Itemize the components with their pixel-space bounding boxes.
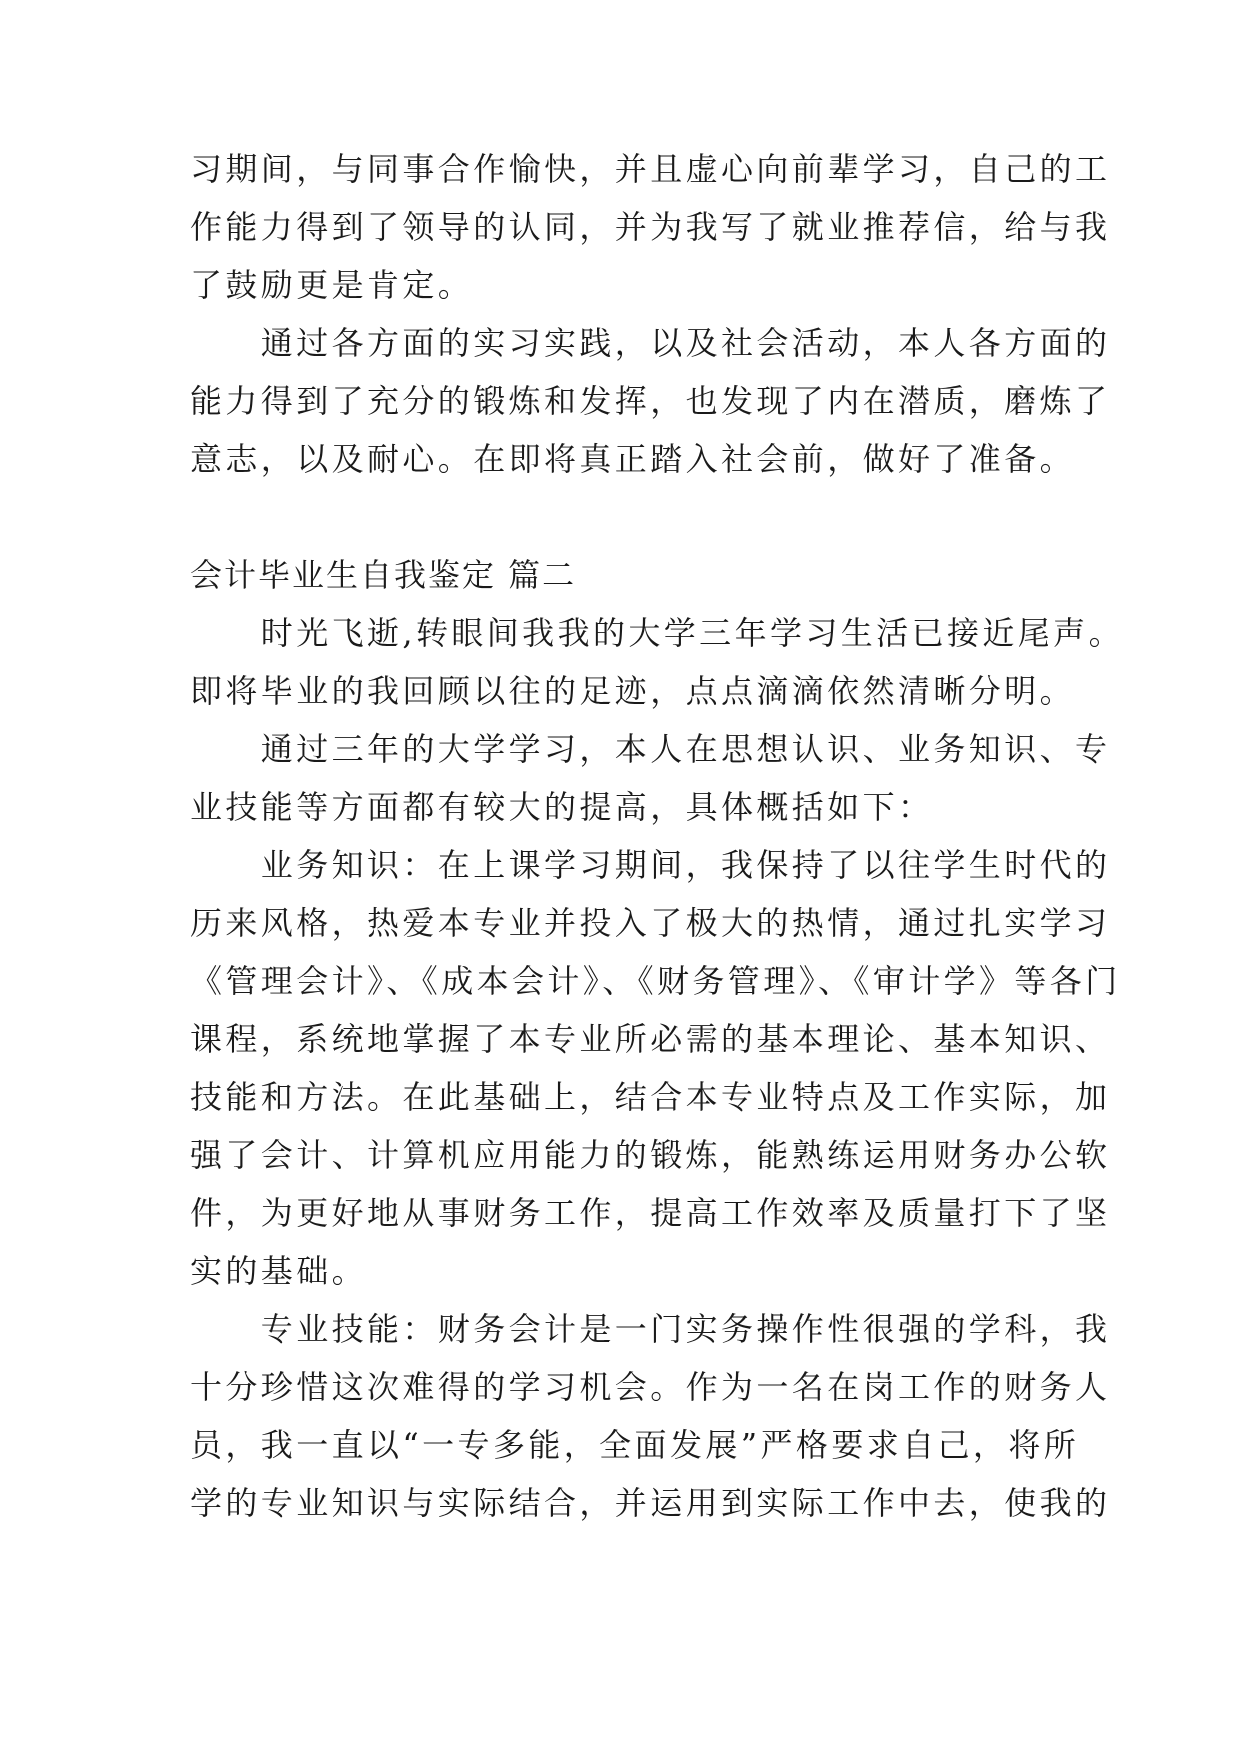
- text-line: 件，为更好地从事财务工作，提高工作效率及质量打下了坚: [190, 1194, 1111, 1232]
- text-line: 课程，系统地掌握了本专业所必需的基本理论、基本知识、: [190, 1020, 1111, 1058]
- paragraph-business-knowledge: [190, 836, 1121, 1300]
- text-line: 技能和方法。在此基础上，结合本专业特点及工作实际，加: [190, 1078, 1111, 1116]
- text-line: 了鼓励更是肯定。: [190, 266, 474, 304]
- text-line: 能力得到了充分的锻炼和发挥，也发现了内在潜质，磨炼了: [190, 382, 1111, 420]
- text-line: 十分珍惜这次难得的学习机会。作为一名在岗工作的财务人: [190, 1368, 1111, 1406]
- text-line: 即将毕业的我回顾以往的足迹，点点滴滴依然清晰分明。: [190, 672, 1076, 710]
- text-line: 通过各方面的实习实践，以及社会活动，本人各方面的: [190, 324, 1111, 362]
- section-heading: 会计毕业生自我鉴定 篇二: [190, 556, 577, 594]
- text-line: 员，我一直以“一专多能，全面发展”严格要求自己，将所: [190, 1426, 1080, 1464]
- text-line: 强了会计、计算机应用能力的锻炼，能熟练运用财务办公软: [190, 1136, 1111, 1174]
- paragraph-professional-skills: [190, 1300, 1111, 1532]
- text-line: 业务知识：在上课学习期间，我保持了以往学生时代的: [190, 846, 1111, 884]
- text-line: 《管理会计》、《成本会计》、《财务管理》、《审计学》等各门: [190, 962, 1121, 1000]
- text-line: 作能力得到了领导的认同，并为我写了就业推荐信，给与我: [190, 208, 1111, 246]
- paragraph-practice: [190, 314, 1111, 488]
- text-line: 时光飞逝,转眼间我我的大学三年学习生活已接近尾声。: [190, 614, 1124, 652]
- document-page: [190, 140, 1124, 1532]
- paragraph-internship: [190, 140, 1111, 314]
- text-line: 意志，以及耐心。在即将真正踏入社会前，做好了准备。: [190, 440, 1076, 478]
- text-line: 业技能等方面都有较大的提高，具体概括如下：: [190, 788, 934, 826]
- text-line: 习期间，与同事合作愉快，并且虚心向前辈学习，自己的工: [190, 150, 1111, 188]
- text-line: 实的基础。: [190, 1252, 368, 1290]
- text-line: 专业技能：财务会计是一门实务操作性很强的学科，我: [190, 1310, 1111, 1348]
- text-line: 通过三年的大学学习，本人在思想认识、业务知识、专: [190, 730, 1111, 768]
- paragraph-summary: [190, 720, 1111, 836]
- text-line: 历来风格，热爱本专业并投入了极大的热情，通过扎实学习: [190, 904, 1111, 942]
- paragraph-time-flies: [190, 604, 1124, 720]
- text-line: 学的专业知识与实际结合，并运用到实际工作中去，使我的: [190, 1484, 1111, 1522]
